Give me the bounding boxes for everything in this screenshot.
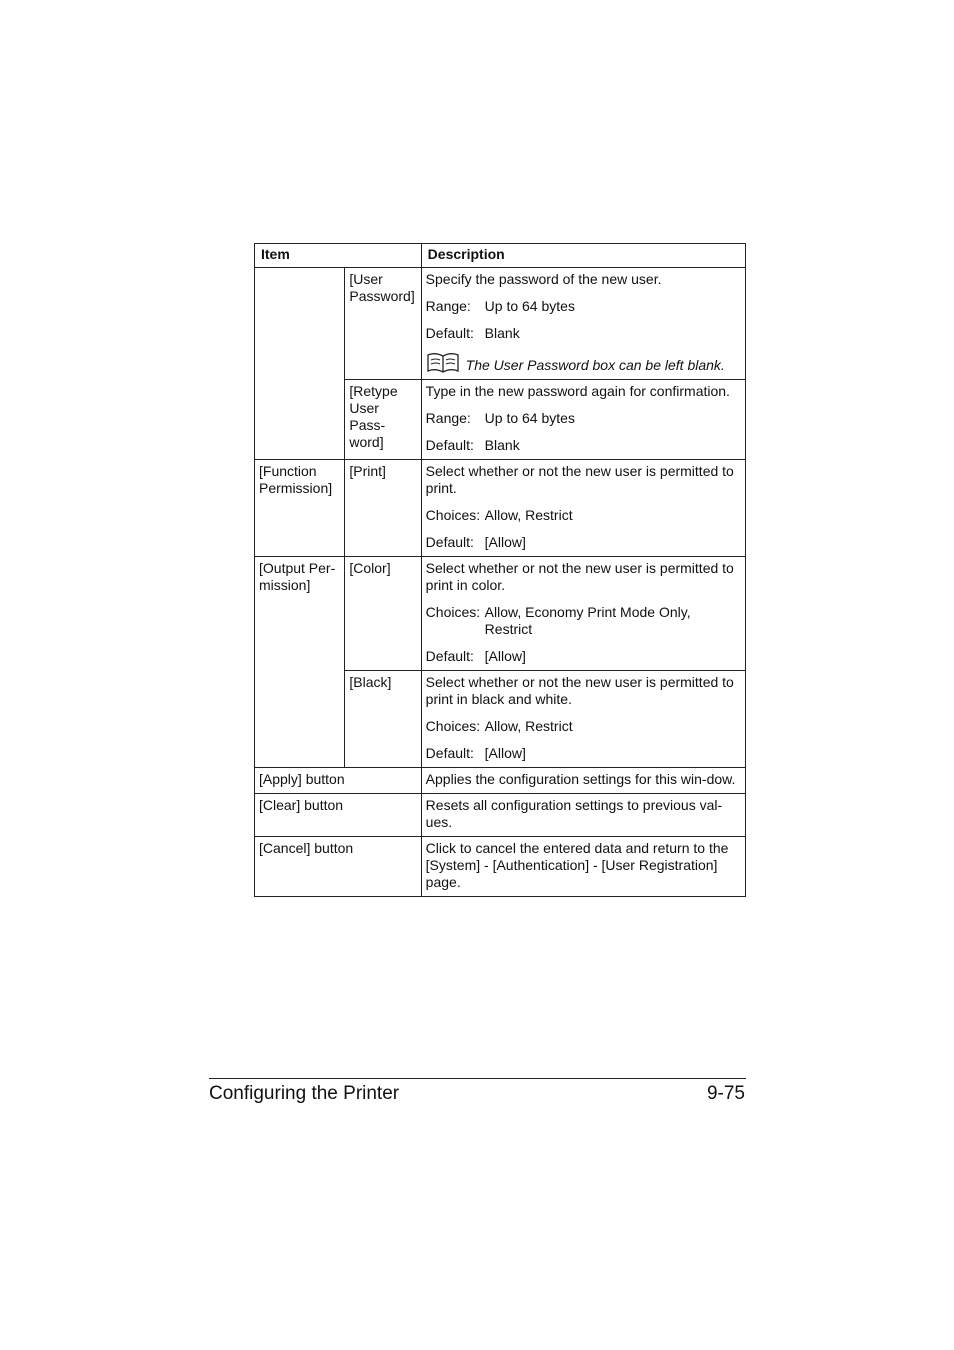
choices-line [426,507,741,524]
default-value: [Allow] [484,534,526,550]
default-value: [Allow] [484,745,526,761]
default-line [426,325,741,342]
default-label: Default: [425,437,474,453]
default-line [426,648,741,665]
default-label: Default: [425,325,474,341]
subitem-user-password: [User Password] [345,268,421,380]
description-cancel: Click to cancel the entered data and return to the [System] - [Authentication] - [User Registration] page. [421,837,745,897]
note-line [426,352,741,374]
table-row [255,794,746,837]
item-cell-empty [255,268,345,380]
choices-label: Choices: [425,507,481,523]
range-label: Range: [425,410,471,426]
description-user-password [421,268,745,380]
subitem-print: [Print] [345,460,421,557]
item-output-permission: [Output Per-mission] [255,557,345,671]
description-retype-password [421,380,745,460]
item-cell-empty [255,671,345,768]
default-value: Blank [484,437,520,453]
table-row [255,460,746,557]
range-value: Up to 64 bytes [484,410,575,426]
subitem-black: [Black] [345,671,421,768]
description-text: Select whether or not the new user is permitted to print. [425,463,734,496]
range-line [426,298,741,315]
choices-line [426,604,741,638]
default-line [426,745,741,762]
subitem-retype-password: [Retype User Pass-word] [345,380,421,460]
table-row [255,268,746,380]
default-label: Default: [425,745,474,761]
item-clear-button: [Clear] button [255,794,422,837]
footer-divider [209,1078,746,1079]
description-apply: Applies the configuration settings for this win-dow. [421,768,745,794]
description-clear: Resets all configuration settings to previous val-ues. [421,794,745,837]
choices-value: Allow, Restrict [484,507,573,523]
choices-label: Choices: [425,604,481,620]
note-text: The User Password box can be left blank. [465,357,725,373]
table-row [255,768,746,794]
description-black [421,671,745,768]
table-row [255,380,746,460]
description-text: Type in the new password again for confirmation. [425,383,730,399]
table-row [255,671,746,768]
choices-value: Allow, Economy Print Mode Only, Restrict [484,604,691,637]
default-line [426,437,741,454]
description-text: Select whether or not the new user is permitted to print in black and white. [425,674,734,707]
header-item: Item [255,244,422,268]
default-label: Default: [425,648,474,664]
item-cell-empty [255,380,345,460]
header-description: Description [421,244,745,268]
subitem-color: [Color] [345,557,421,671]
choices-label: Choices: [425,718,481,734]
description-text: Select whether or not the new user is permitted to print in color. [425,560,734,593]
description-color [421,557,745,671]
range-line [426,410,741,427]
item-function-permission: [Function Permission] [255,460,345,557]
settings-table [254,243,746,897]
item-apply-button: [Apply] button [255,768,422,794]
footer-page-number: 9-75 [706,1083,745,1104]
table-row [255,557,746,671]
range-value: Up to 64 bytes [484,298,575,314]
choices-value: Allow, Restrict [484,718,573,734]
footer-chapter-title: Configuring the Printer [209,1083,400,1104]
default-line [426,534,741,551]
range-label: Range: [425,298,471,314]
description-text: Specify the password of the new user. [425,271,662,287]
book-icon [426,352,460,374]
choices-line [426,718,741,735]
item-cancel-button: [Cancel] button [255,837,422,897]
table-header-row [255,244,746,268]
default-value: [Allow] [484,648,526,664]
description-print [421,460,745,557]
table-row [255,837,746,897]
default-value: Blank [484,325,520,341]
default-label: Default: [425,534,474,550]
